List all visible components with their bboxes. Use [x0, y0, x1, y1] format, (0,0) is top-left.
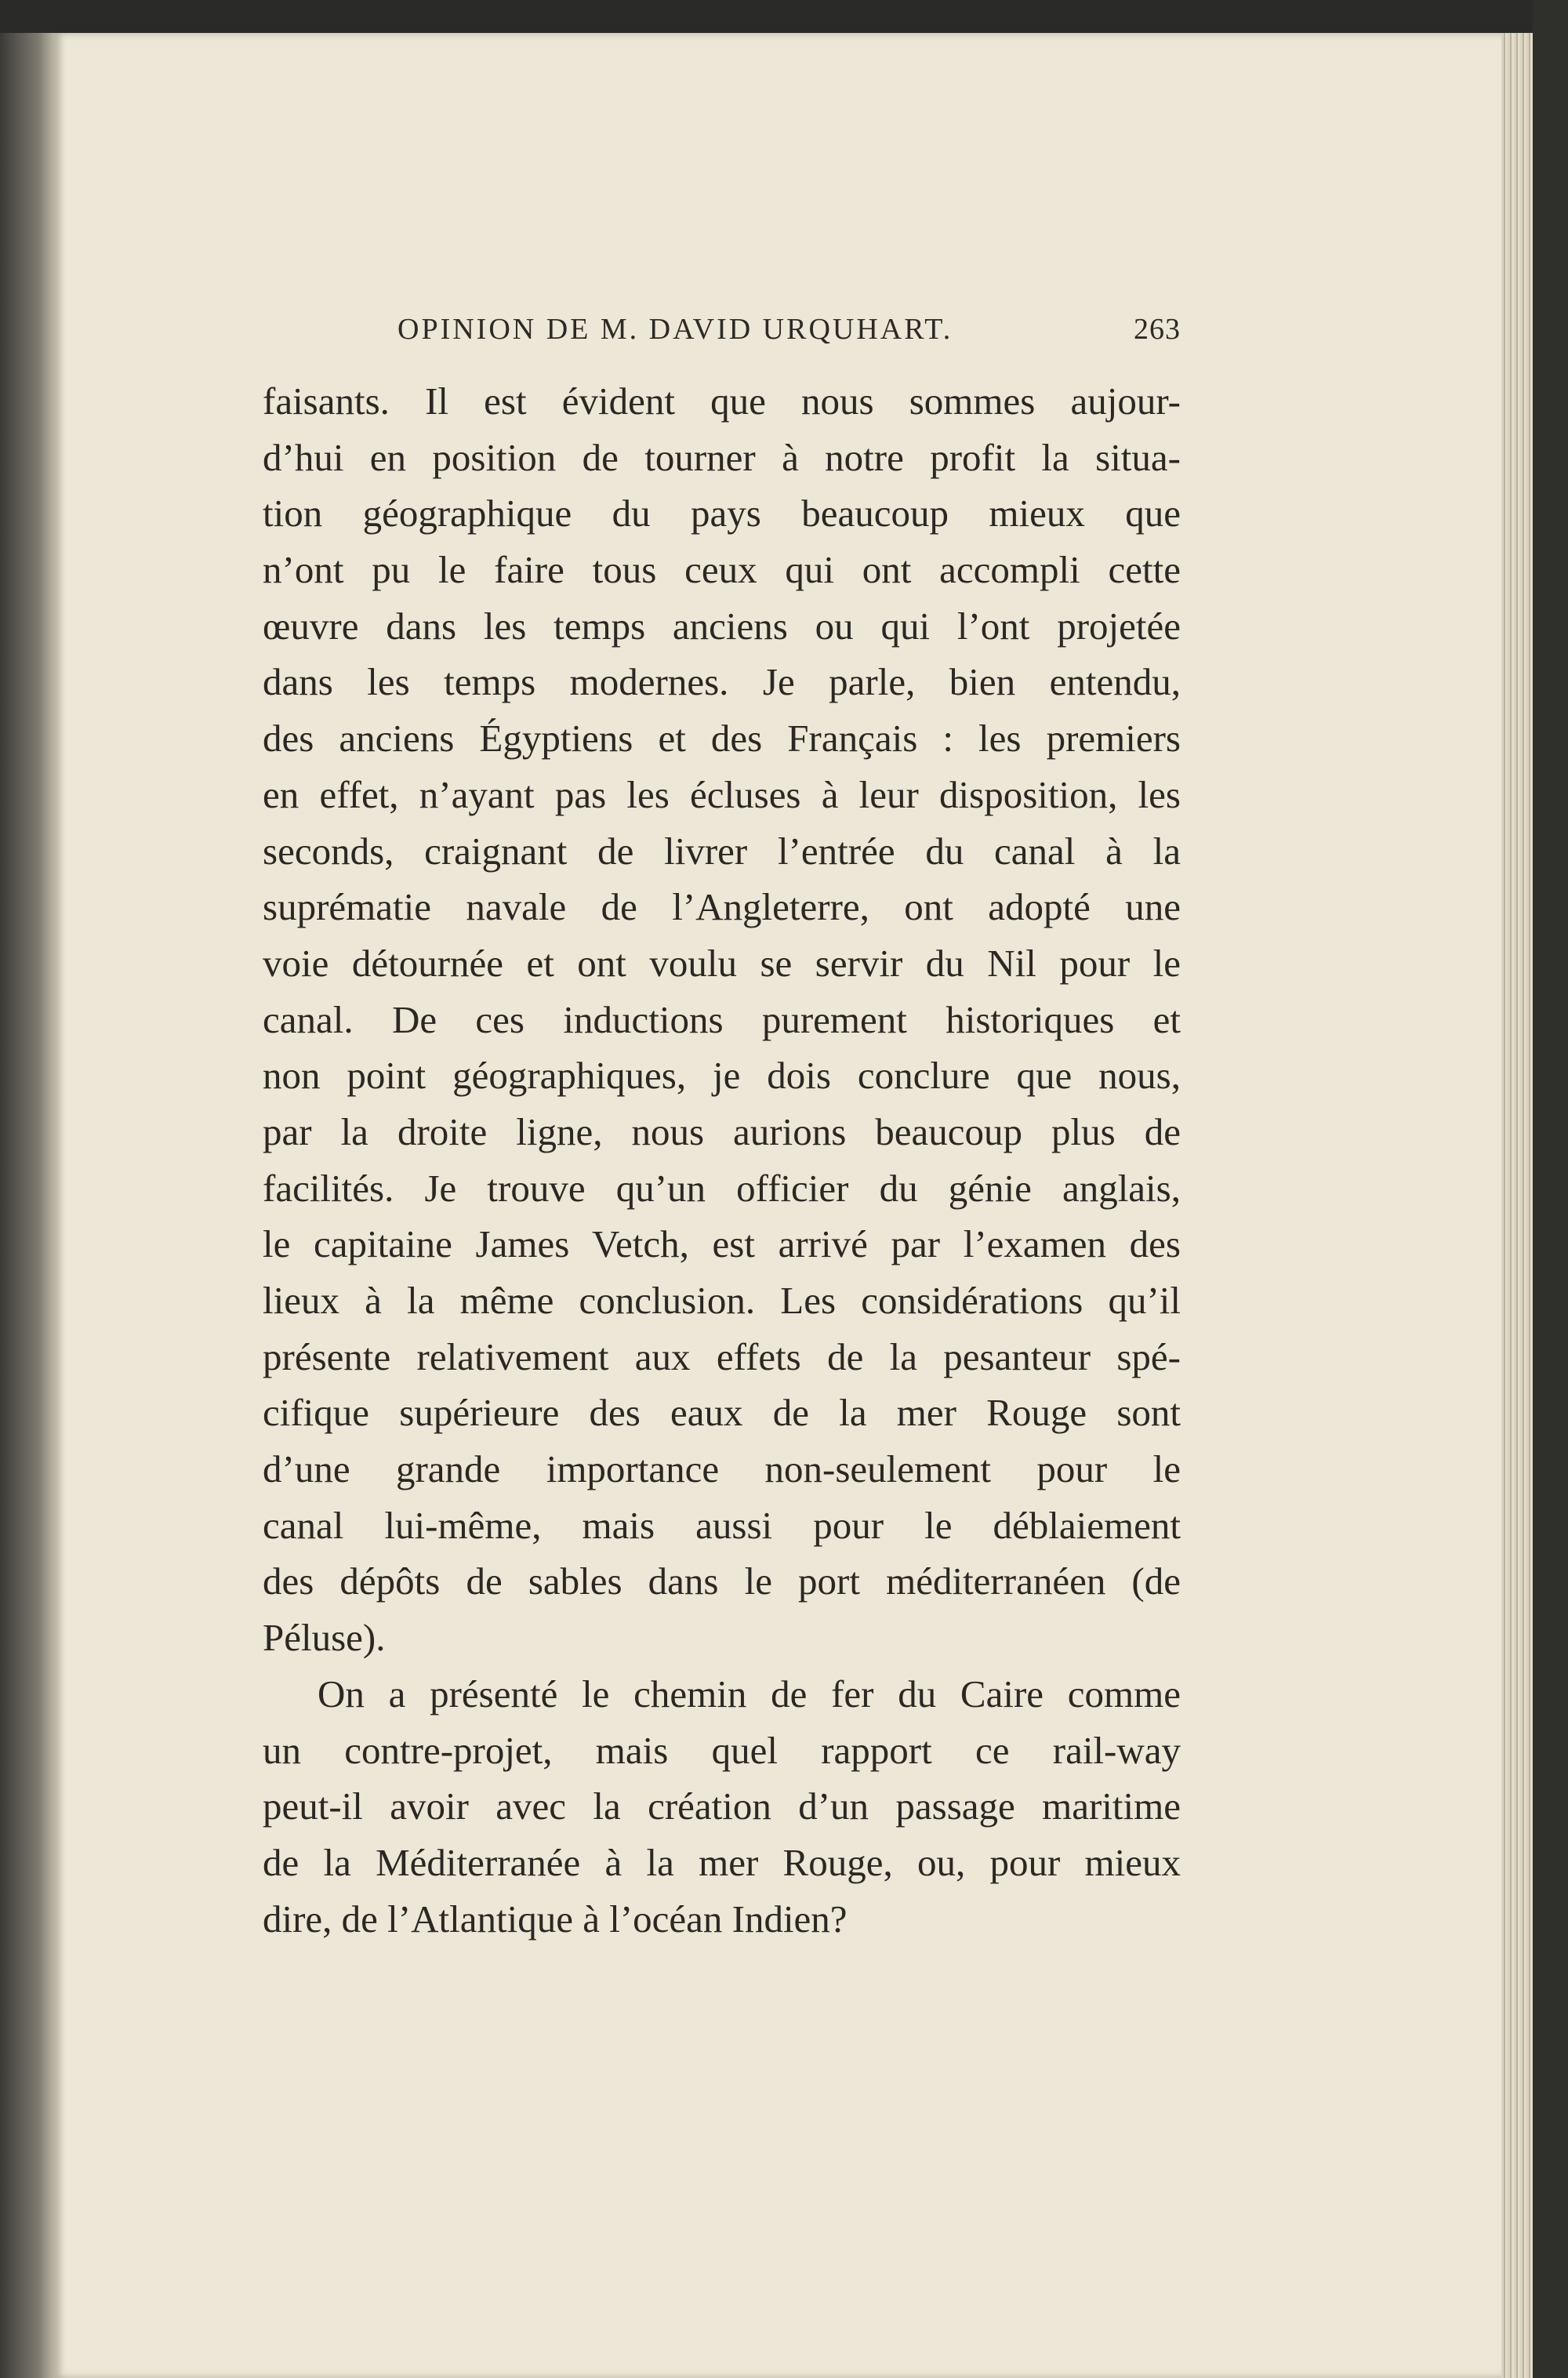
- text-line: peut-il avoir avec la création d’un passage maritime: [263, 1784, 1181, 1828]
- text-line: n’ont pu le faire tous ceux qui ont accompli cette: [263, 548, 1181, 592]
- running-header: [263, 312, 1181, 351]
- text-line: Péluse).: [263, 1616, 386, 1660]
- scan-background: [1533, 0, 1568, 2378]
- text-line: canal. De ces inductions purement historiques et: [263, 997, 1181, 1041]
- text-line: non point géographiques, je dois conclure que nous,: [263, 1054, 1181, 1098]
- text-line: par la droite ligne, nous aurions beaucoup plus de: [263, 1109, 1181, 1153]
- text-line: d’une grande importance non-seulement pour le: [263, 1447, 1181, 1491]
- page-number: 263: [1134, 313, 1181, 346]
- text-line: seconds, craignant de livrer l’entrée du canal à la: [263, 829, 1181, 873]
- text-line: dire, de l’Atlantique à l’océan Indien?: [263, 1897, 848, 1941]
- text-line: canal lui-même, mais aussi pour le déblaiement: [263, 1503, 1181, 1547]
- text-line: dans les temps modernes. Je parle, bien entendu,: [263, 660, 1181, 704]
- text-line: le capitaine James Vetch, est arrivé par l’examen des: [263, 1222, 1181, 1266]
- text-line: des dépôts de sables dans le port méditerranéen (de: [263, 1559, 1181, 1603]
- text-line: suprématie navale de l’Angleterre, ont adopté une: [263, 885, 1181, 929]
- page-body-text: [263, 373, 1181, 1947]
- text-line: facilités. Je trouve qu’un officier du génie anglais,: [263, 1166, 1181, 1210]
- page-stack-edge: [1501, 33, 1533, 2378]
- text-line: œuvre dans les temps anciens ou qui l’ont projetée: [263, 604, 1181, 648]
- text-line: lieux à la même conclusion. Les considérations qu’il: [263, 1279, 1181, 1322]
- text-line: On a présenté le chemin de fer du Caire comme: [318, 1672, 1181, 1715]
- text-line: présente relativement aux effets de la pesanteur spé-: [263, 1334, 1181, 1378]
- text-line: de la Méditerranée à la mer Rouge, ou, pour mieux: [263, 1840, 1181, 1884]
- running-title: OPINION DE M. DAVID URQUHART.: [397, 313, 953, 346]
- text-line: des anciens Égyptiens et des Français : les premiers: [263, 717, 1181, 761]
- book-gutter-edge: [0, 33, 55, 2378]
- text-line: cifique supérieure des eaux de la mer Rouge sont: [263, 1391, 1181, 1435]
- text-line: d’hui en position de tourner à notre profit la situa-: [263, 435, 1181, 479]
- paragraph: [263, 1666, 1181, 1947]
- text-line: faisants. Il est évident que nous sommes aujour-: [263, 379, 1181, 423]
- text-line: voie détournée et ont voulu se servir du Nil pour le: [263, 941, 1181, 985]
- text-line: en effet, n’ayant pas les écluses à leur disposition, les: [263, 772, 1181, 816]
- text-line: tion géographique du pays beaucoup mieux que: [263, 492, 1181, 536]
- text-line: un contre-projet, mais quel rapport ce rail-way: [263, 1728, 1181, 1772]
- paragraph: [263, 373, 1181, 1666]
